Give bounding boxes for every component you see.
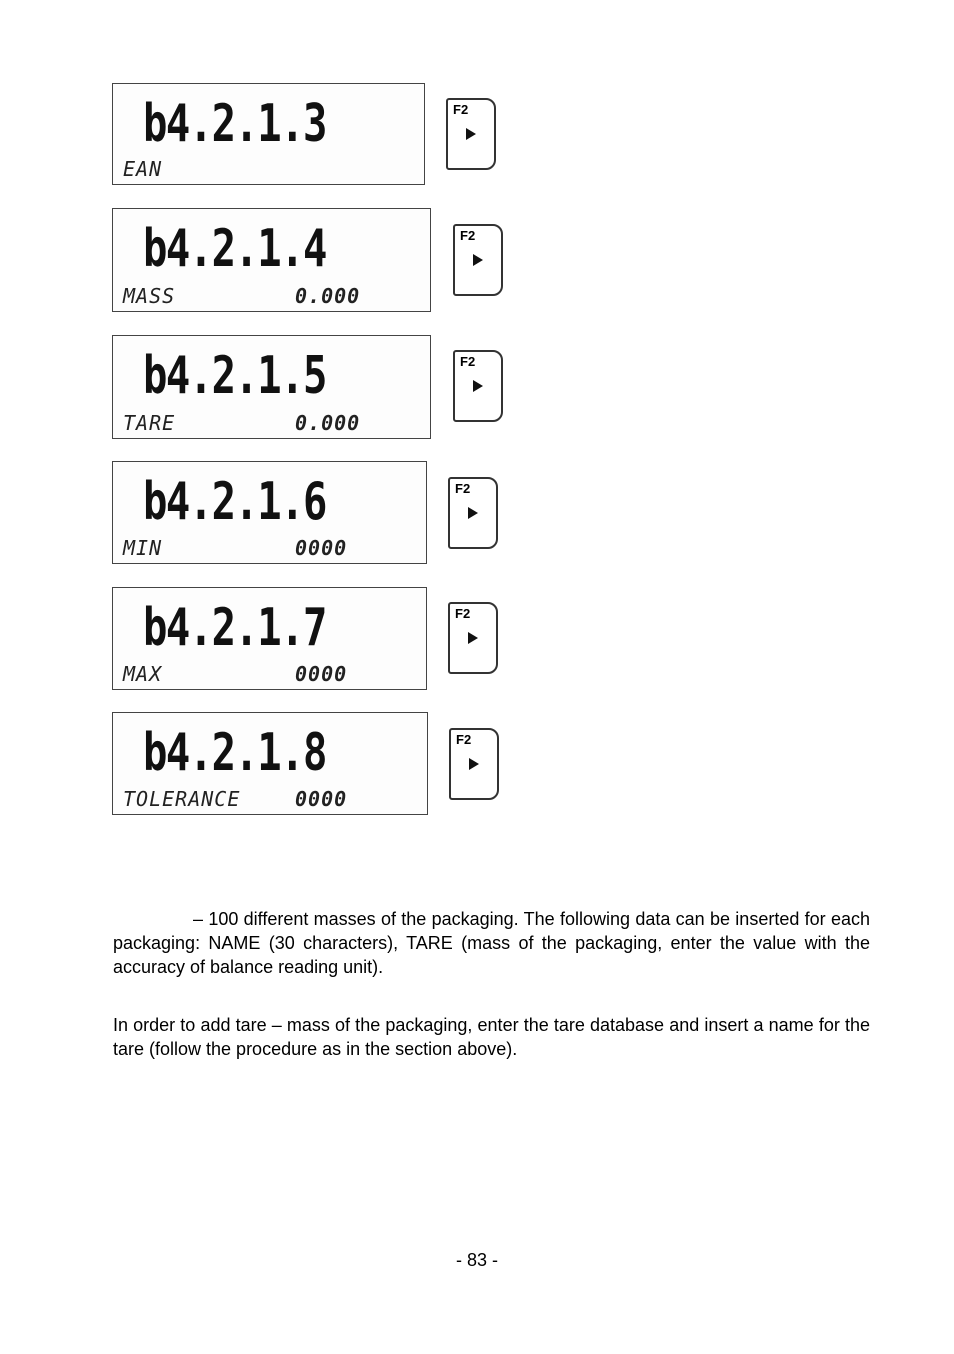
add-tare-instruction: In order to add tare – mass of the packaging, enter the tare database and insert a name for the tare (follow the procedure as in the section above). <box>113 1015 870 1059</box>
f2-key-button[interactable] <box>453 224 503 296</box>
arrow-right-icon <box>468 632 478 644</box>
f2-key-button[interactable] <box>448 602 498 674</box>
lcd-display-min <box>112 461 427 564</box>
key-label: F2 <box>455 606 471 621</box>
display-code: b4.2.1.3 <box>143 94 326 154</box>
display-label: MASS <box>123 284 176 308</box>
lcd-display-ean <box>112 83 425 185</box>
display-label: MIN <box>123 536 163 560</box>
f2-key-button[interactable] <box>446 98 496 170</box>
arrow-right-icon <box>469 758 479 770</box>
key-label: F2 <box>453 102 469 117</box>
display-code: b4.2.1.8 <box>143 723 326 783</box>
page-number: - 83 - <box>455 1250 498 1270</box>
display-value: 0000 <box>295 662 348 686</box>
key-label: F2 <box>455 481 471 496</box>
key-label: F2 <box>456 732 472 747</box>
lcd-display-mass <box>112 208 431 312</box>
key-label: F2 <box>460 354 476 369</box>
arrow-right-icon <box>473 380 483 392</box>
f2-key-button[interactable] <box>453 350 503 422</box>
display-label: MAX <box>123 662 163 686</box>
arrow-right-icon <box>473 254 483 266</box>
lcd-display-tolerance <box>112 712 428 815</box>
display-label: TARE <box>123 411 176 435</box>
display-value: 0000 <box>295 787 348 811</box>
tare-database-description: – 100 different masses of the packaging. The following data can be inserted for each packaging: NAME (30 characters), TARE (mass of the packaging, enter the value with the accuracy of balance reading unit). <box>113 909 870 977</box>
display-code: b4.2.1.7 <box>143 598 326 658</box>
arrow-right-icon <box>468 507 478 519</box>
display-value: 0.000 <box>295 411 361 435</box>
f2-key-button[interactable] <box>448 477 498 549</box>
display-code: b4.2.1.5 <box>143 346 326 406</box>
display-code: b4.2.1.6 <box>143 472 326 532</box>
f2-key-button[interactable] <box>449 728 499 800</box>
arrow-right-icon <box>466 128 476 140</box>
lcd-display-tare <box>112 335 431 439</box>
display-value: 0.000 <box>295 284 361 308</box>
display-code: b4.2.1.4 <box>143 219 326 279</box>
lcd-display-max <box>112 587 427 690</box>
key-label: F2 <box>460 228 476 243</box>
display-label: EAN <box>123 157 163 181</box>
display-label: TOLERANCE <box>123 787 241 811</box>
display-value: 0000 <box>295 536 348 560</box>
